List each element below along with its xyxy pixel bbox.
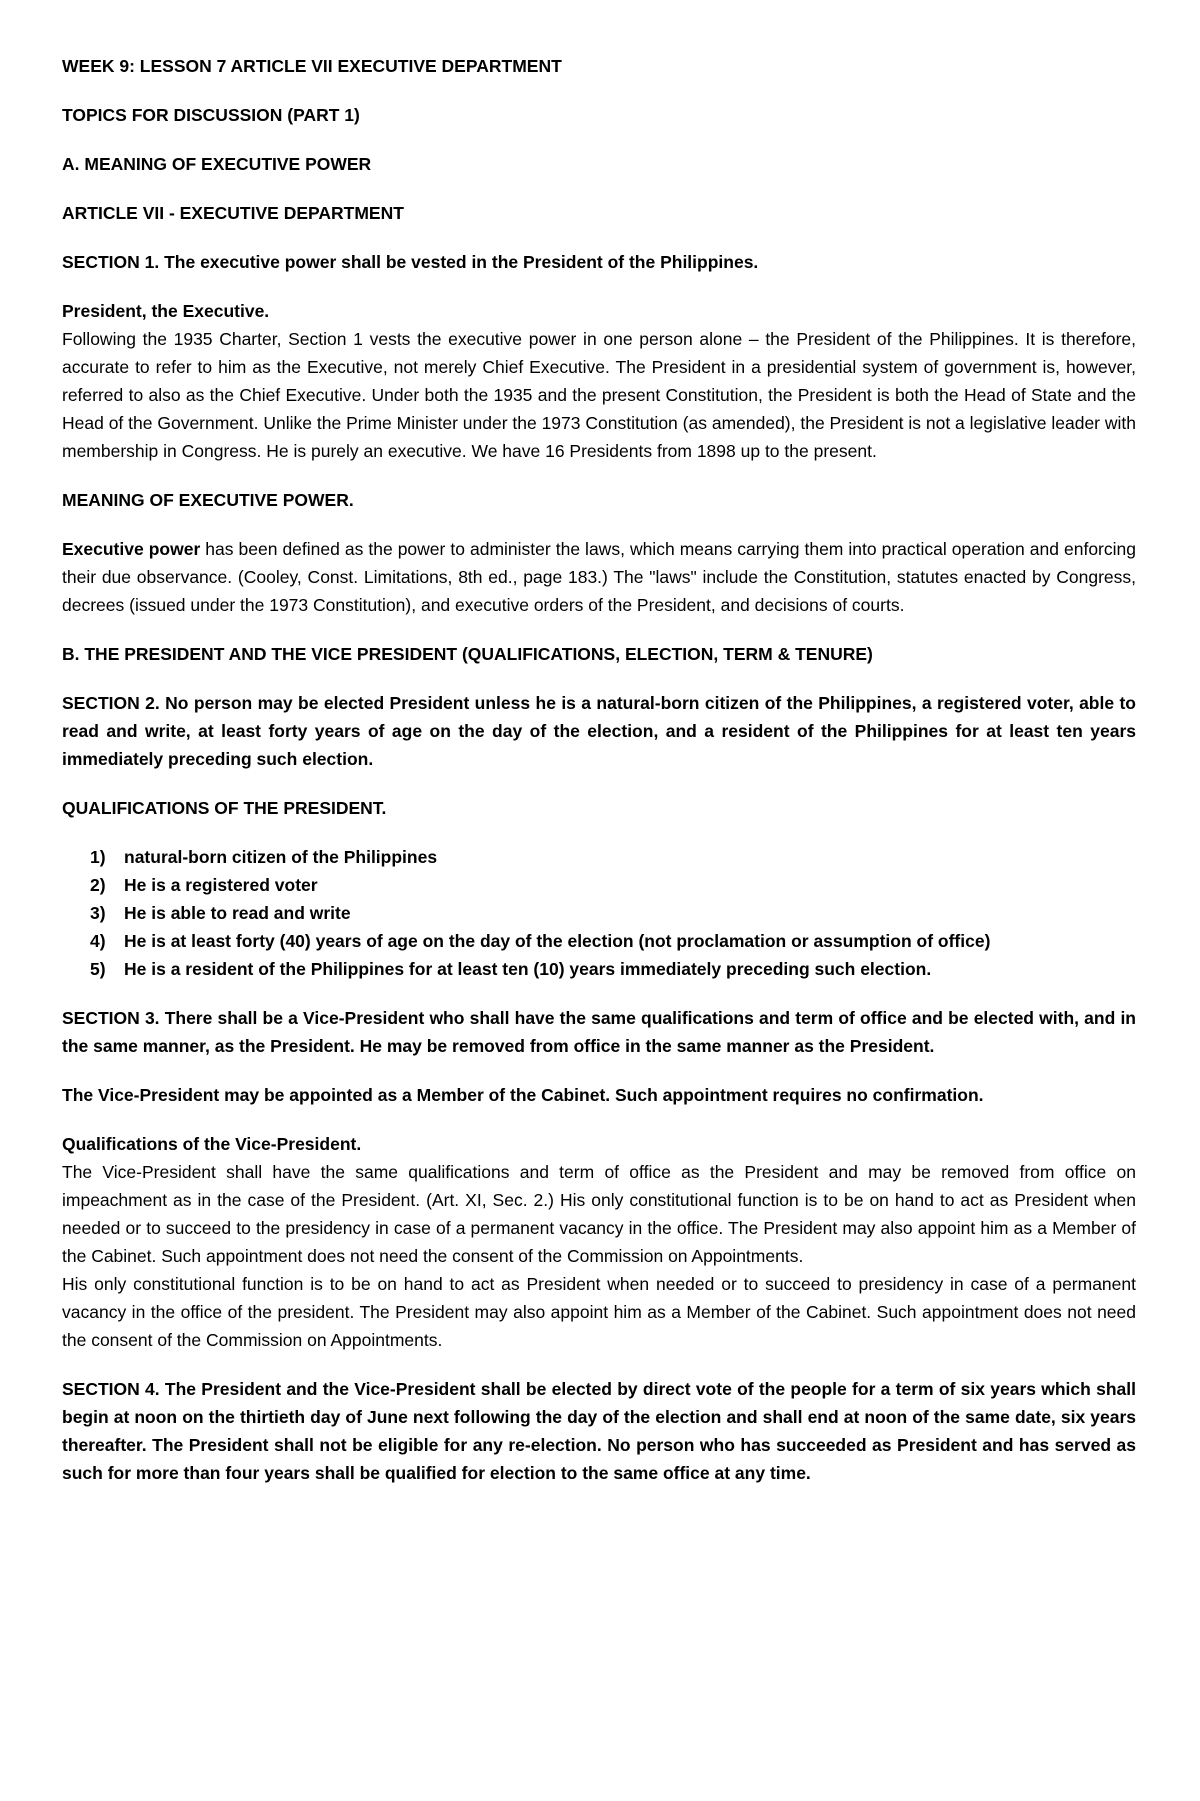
- president-the-executive-block: [62, 297, 1136, 465]
- list-item-number: 3): [90, 903, 106, 923]
- heading-b-president-vice-president: B. THE PRESIDENT AND THE VICE PRESIDENT (QUALIFICATIONS, ELECTION, TERM & TENURE): [62, 644, 873, 664]
- vp-qualifications-body-1: The Vice-President shall have the same qualifications and term of office as the President and may be removed from office on impeachment as in the case of the President. (Art. XI, Sec. 2.) His only constitutional function is to be on hand to act as President when needed or to succeed to the presidency in case of a permanent vacancy in the office. The President may also appoint him as a Member of the Cabinet. Such appointment does not need the consent of the Commission on Appointments.: [62, 1162, 1136, 1266]
- president-the-executive-lead: President, the Executive.: [62, 301, 270, 321]
- meaning-heading: MEANING OF EXECUTIVE POWER.: [62, 490, 354, 510]
- section-3-text: SECTION 3. There shall be a Vice-President who shall have the same qualifications and term of office and be elected with, and in the same manner, as the President. He may be removed from office in the same manner as the President.: [62, 1008, 1136, 1056]
- list-item: [90, 871, 1136, 899]
- heading-article-vii: ARTICLE VII - EXECUTIVE DEPARTMENT: [62, 203, 404, 223]
- vp-qualifications-body-2: His only constitutional function is to be on hand to act as President when needed or to succeed to presidency in case of a permanent vacancy in the office of the president. The President may also appoint him as a Member of the Cabinet. Such appointment does not need the consent of the Commission on Appointments.: [62, 1274, 1136, 1350]
- vp-cabinet-appointment-text: The Vice-President may be appointed as a Member of the Cabinet. Such appointment requires no confirmation.: [62, 1085, 984, 1105]
- list-item-text: natural-born citizen of the Philippines: [124, 847, 438, 867]
- section-4-text: SECTION 4. The President and the Vice-President shall be elected by direct vote of the people for a term of six years which shall begin at noon on the thirtieth day of June next following the day of the election and shall end at noon of the same date, six years thereafter. The President shall not be eligible for any re-election. No person who has succeeded as President and has served as such for more than four years shall be qualified for election to the same office at any time.: [62, 1379, 1136, 1483]
- document-title: WEEK 9: LESSON 7 ARTICLE VII EXECUTIVE DEPARTMENT: [62, 56, 562, 76]
- list-item-text: He is able to read and write: [124, 903, 351, 923]
- vp-qualifications-block: [62, 1130, 1136, 1354]
- list-item: [90, 927, 1136, 955]
- section-1-text: SECTION 1. The executive power shall be vested in the President of the Philippines.: [62, 252, 759, 272]
- president-the-executive-body: Following the 1935 Charter, Section 1 vests the executive power in one person alone – the President of the Philippines. It is therefore, accurate to refer to him as the Executive, not merely Chief Executive. The President in a presidential system of government is, however, referred to also as the Chief Executive. Under both the 1935 and the present Constitution, the President is both the Head of State and the Head of the Government. Unlike the Prime Minister under the 1973 Constitution (as amended), the President is not a legislative leader with membership in Congress. He is purely an executive. We have 16 Presidents from 1898 up to the present.: [62, 329, 1136, 461]
- list-item-number: 2): [90, 875, 106, 895]
- list-item-text: He is a resident of the Philippines for at least ten (10) years immediately preceding such election.: [124, 959, 932, 979]
- list-item-number: 5): [90, 959, 106, 979]
- list-item-text: He is a registered voter: [124, 875, 318, 895]
- executive-power-body: has been defined as the power to administer the laws, which means carrying them into practical operation and enforcing their due observance. (Cooley, Const. Limitations, 8th ed., page 183.) The "laws" include the Constitution, statutes enacted by Congress, decrees (issued under the 1973 Constitution), and executive orders of the President, and decisions of courts.: [62, 539, 1136, 615]
- executive-power-lead: Executive power: [62, 539, 201, 559]
- list-item-text: He is at least forty (40) years of age on the day of the election (not proclamation or assumption of office): [124, 931, 991, 951]
- heading-a-meaning-of-executive-power: A. MEANING OF EXECUTIVE POWER: [62, 154, 372, 174]
- list-item-number: 1): [90, 847, 106, 867]
- topics-heading: TOPICS FOR DISCUSSION (PART 1): [62, 105, 360, 125]
- vp-qualifications-lead: Qualifications of the Vice-President.: [62, 1134, 362, 1154]
- qualifications-heading: QUALIFICATIONS OF THE PRESIDENT.: [62, 798, 387, 818]
- section-2-text: SECTION 2. No person may be elected President unless he is a natural-born citizen of the Philippines, a registered voter, able to read and write, at least forty years of age on the day of the election, and a resident of the Philippines for at least ten years immediately preceding such election.: [62, 693, 1136, 769]
- list-item-number: 4): [90, 931, 106, 951]
- list-item: [90, 843, 1136, 871]
- list-item: [90, 899, 1136, 927]
- executive-power-definition: [62, 535, 1136, 619]
- list-item: [90, 955, 1136, 983]
- qualifications-list: [62, 843, 1136, 983]
